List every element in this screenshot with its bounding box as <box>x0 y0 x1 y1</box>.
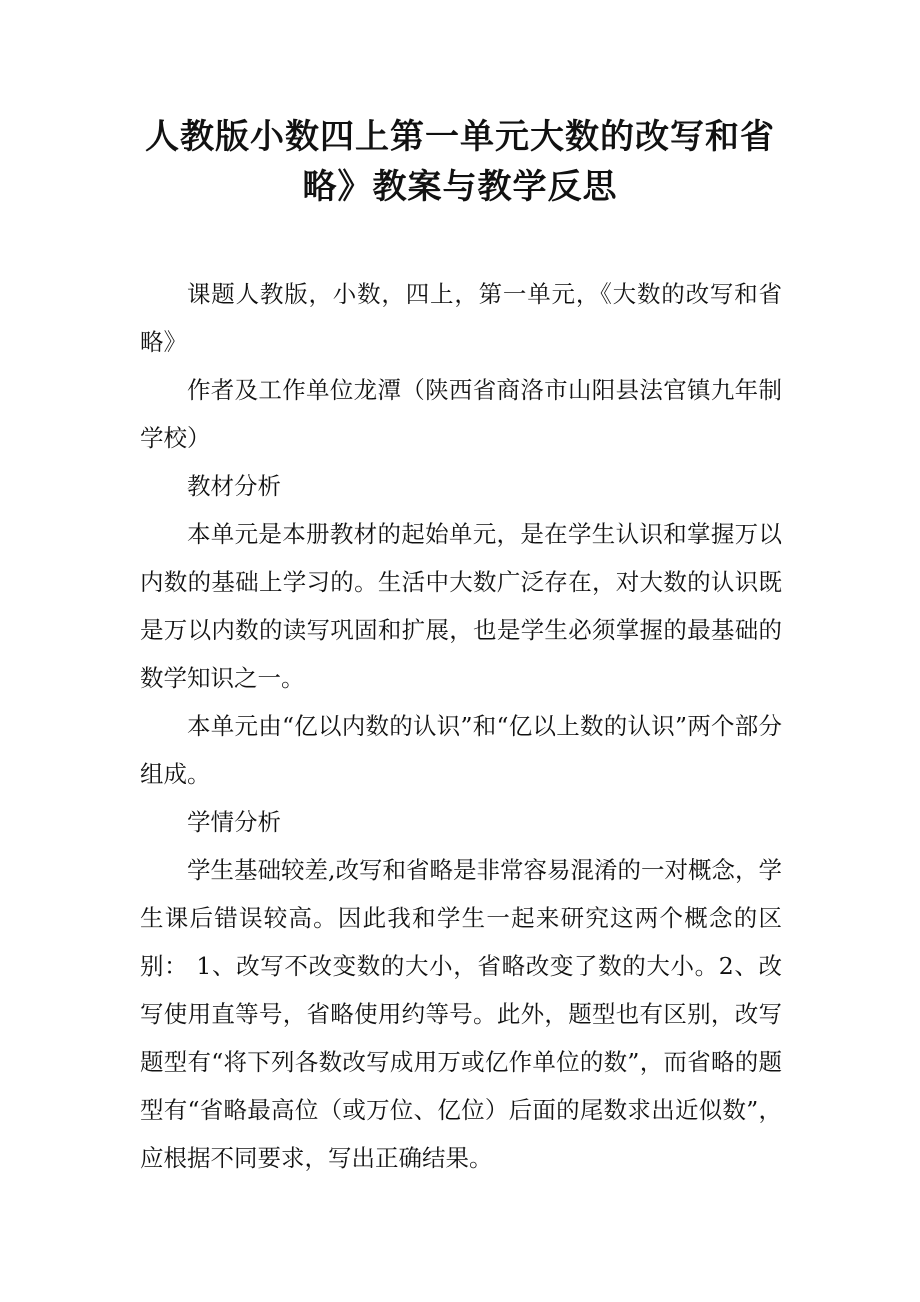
heading-material-analysis: 教材分析 <box>187 472 281 500</box>
document-title: 人教版小数四上第一单元大数的改写和省略》教案与教学反思 <box>145 117 775 207</box>
paragraph-material-1: 本单元是本册教材的起始单元，是在学生认识和掌握万以内数的基础上学习的。生活中大数广泛存在，对大数的认识既是万以内数的读写巩固和扩展，也是学生必须掌握的最基础的数学知识之一。 <box>140 520 782 692</box>
paragraph-author: 作者及工作单位龙潭（陕西省商洛市山阳县法官镇九年制学校） <box>140 376 782 452</box>
paragraph-student-analysis: 学生基础较差,改写和省略是非常容易混淆的一对概念，学生课后错误较高。因此我和学生一起来研究这两个概念的区别： 1、改写不改变数的大小，省略改变了数的大小。2、改写使用直等号，省略使用约等号。此外，题型也有区别，改写题型有“将下列各数改写成用万或亿作单位的数”，而省略的题型有“省略最高位（或万位、亿位）后面的尾数求出近似数”，应根据不同要求，写出正确结果。 <box>140 856 782 1172</box>
paragraph-topic: 课题人教版，小数，四上，第一单元，《大数的改写和省略》 <box>140 280 782 356</box>
heading-student-analysis: 学情分析 <box>187 808 281 836</box>
paragraph-material-2: 本单元由“亿以内数的认识”和“亿以上数的认识”两个部分组成。 <box>140 712 782 788</box>
document-body <box>140 270 782 1182</box>
